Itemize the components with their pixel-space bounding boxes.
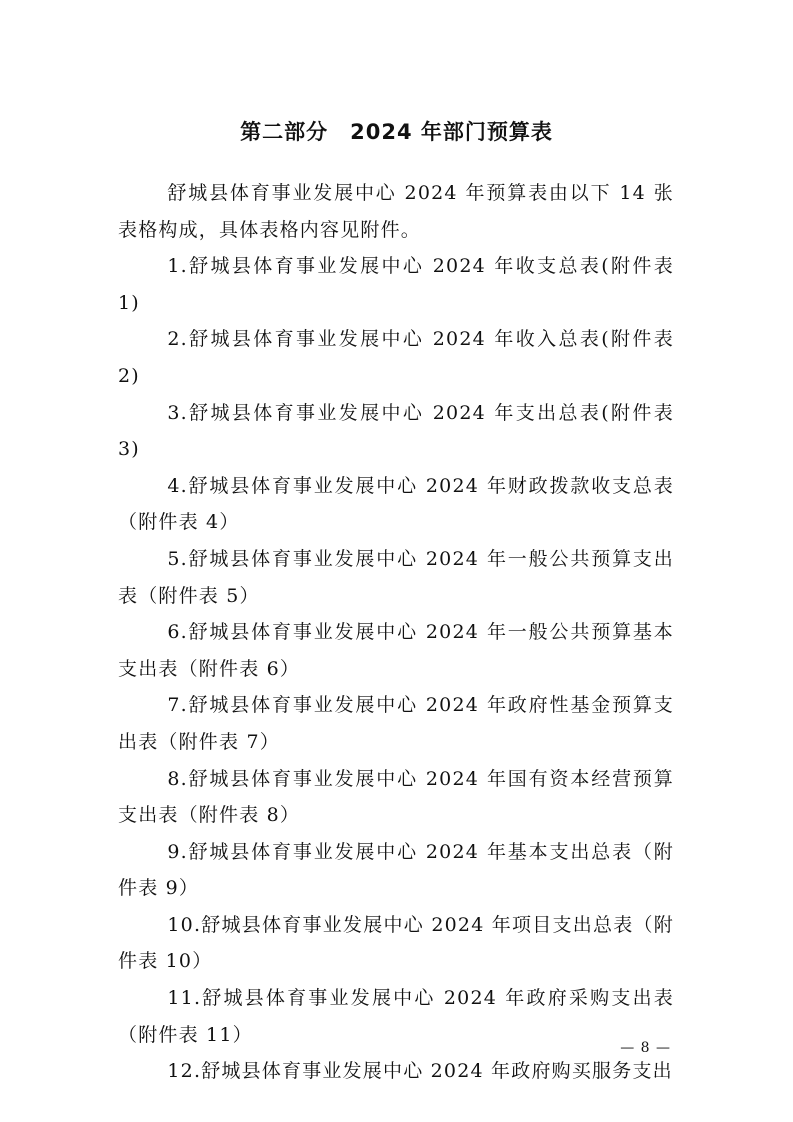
- list-item: 11.舒城县体育事业发展中心 2024 年政府采购支出表（附件表 11）: [118, 987, 674, 1046]
- list-item: 8.舒城县体育事业发展中心 2024 年国有资本经营预算支出表（附件表 8）: [118, 767, 674, 827]
- list-item: 3.舒城县体育事业发展中心 2024 年支出总表(附件表 3): [118, 401, 674, 461]
- list-item: 1.舒城县体育事业发展中心 2024 年收支总表(附件表 1): [118, 255, 674, 314]
- list-item: 9.舒城县体育事业发展中心 2024 年基本支出总表（附件表 9）: [118, 840, 674, 900]
- list-item: 6.舒城县体育事业发展中心 2024 年一般公共预算基本支出表（附件表 6）: [118, 621, 674, 680]
- list-item: 5.舒城县体育事业发展中心 2024 年一般公共预算支出表（附件表 5）: [118, 547, 674, 607]
- page-title: 第二部分 2024 年部门预算表: [240, 120, 553, 145]
- list-item: 4.舒城县体育事业发展中心 2024 年财政拨款收支总表（附件表 4）: [118, 474, 674, 534]
- list-item: 10.舒城县体育事业发展中心 2024 年项目支出总表（附件表 10）: [118, 913, 674, 973]
- list-item: 12.舒城县体育事业发展中心 2024 年政府购买服务支出: [167, 1060, 673, 1083]
- page-number: — 8 —: [620, 1040, 671, 1056]
- list-item: 7.舒城县体育事业发展中心 2024 年政府性基金预算支出表（附件表 7）: [118, 694, 674, 753]
- list-item: 2.舒城县体育事业发展中心 2024 年收入总表(附件表 2): [118, 328, 674, 387]
- document-body: [118, 175, 674, 1090]
- intro-paragraph: 舒城县体育事业发展中心 2024 年预算表由以下 14 张表格构成，具体表格内容见附件。: [118, 182, 674, 241]
